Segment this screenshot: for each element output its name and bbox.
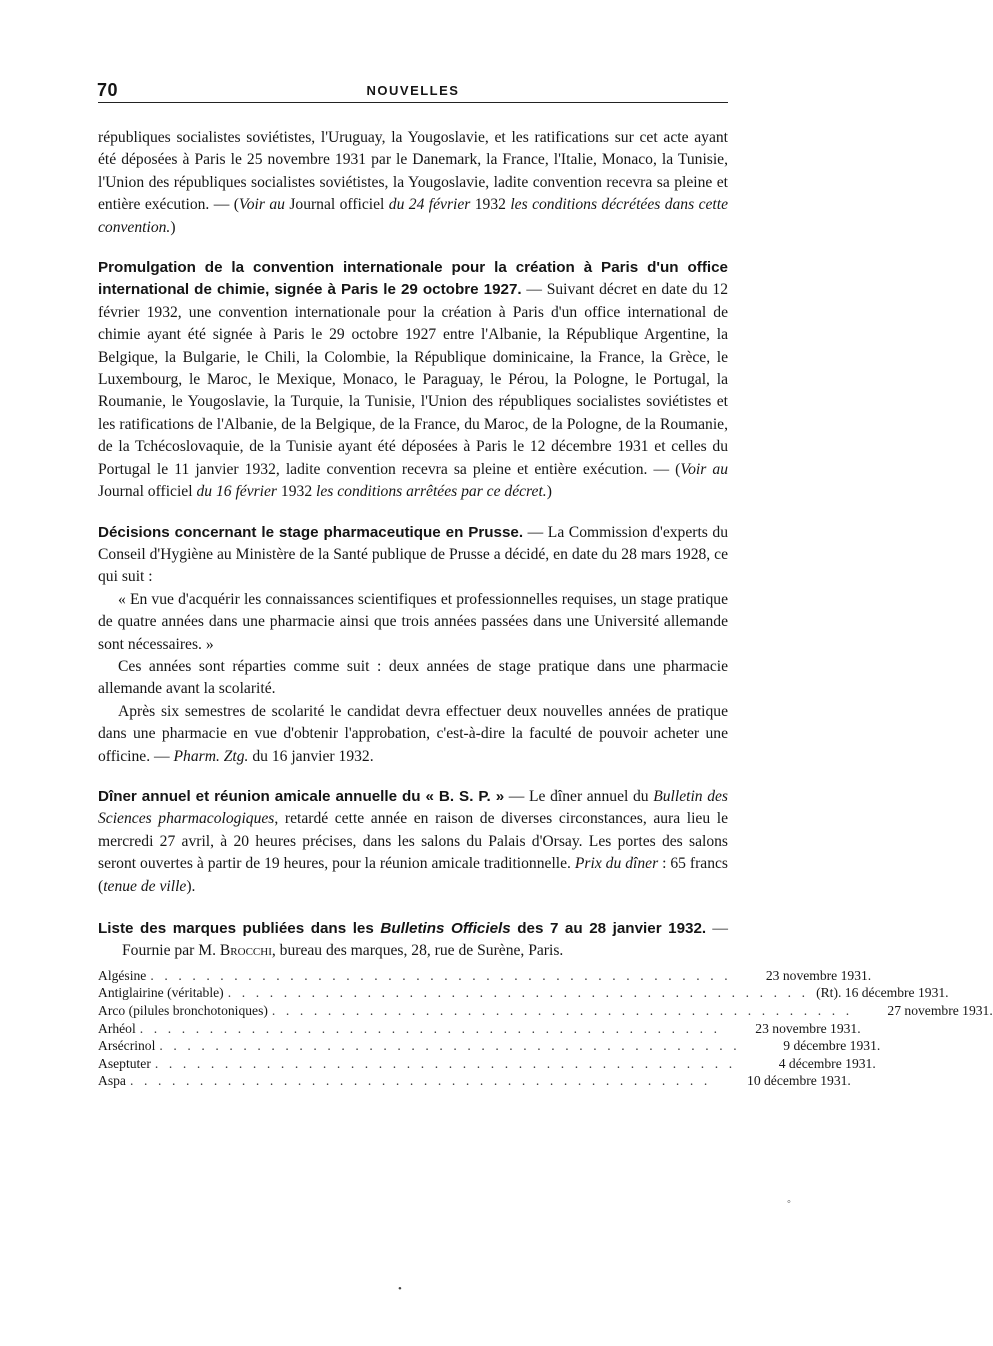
trademark-name: Arco (pilules bronchotoniques) [98, 1003, 268, 1018]
trademark-name: Arhéol [98, 1020, 136, 1036]
article-diner: Dîner annuel et réunion amicale annuelle du « B. S. P. » — Le dîner annuel du Bulletin des Sciences pharmacologiques, retardé cette année en raison de diverses circonstances, aura lieu le mercredi 27 avril, à 20 heures précises, dans les salons du Palais d'Orsay. Les portes des salons seront ouvertes à partir de 19 heures, pour la réunion amicale traditionnelle. Prix du dîner : 65 francs (tenue de ville). [98, 787, 729, 895]
trademark-name: Aspa [98, 1073, 126, 1089]
leader-dots: . . . . . . . . . . . . . . . . . . . . . . . . . . . . . . . . . . . . . . . . . . [150, 967, 732, 983]
article-prusse: Décisions concernant le stage pharmaceutique en Prusse. — La Commission d'experts du Conseil d'Hygiène au Ministère de la Santé publique de Prusse a décidé, en date du 28 mars 1928, ce qui suit : [98, 523, 728, 586]
intro-paragraph: républiques socialistes soviétistes, l'Uruguay, la Yougoslavie, et les ratifications sur cet acte ayant été déposées à Paris le 25 novembre 1931 par le Danemark, la France, l'Italie, Monaco, la Tunisie, l'Union des républiques socialistes soviétistes, la Yougoslavie, ladite convention recevra sa pleine et entière exécution. — (Voir au Journal officiel du 24 février 1932 les conditions décrétées dans cette convention.) [98, 129, 728, 236]
article-marques: Liste des marques publiées dans les Bulletins Officiels des 7 au 28 janvier 1932. — Fournie par M. Brocchi, bureau des marques, 28, rue de Surène, Paris. [98, 920, 728, 960]
running-head-title: NOUVELLES [366, 83, 460, 98]
prusse-para-3: Après six semestres de scolarité le candidat devra effectuer deux nouvelles années de pratique dans une pharmacie en vue d'obtenir l'approbation, c'est-à-dire la faculté de pouvoir acheter une officine. — Pharm. Ztg. du 16 janvier 1932. [98, 702, 728, 765]
trademark-date: 10 décembre 1931. [747, 1073, 851, 1089]
trademark-name: Arsécrinol [98, 1038, 156, 1054]
prusse-para-2: Ces années sont réparties comme suit : deux années de stage pratique dans une pharmacie allemande avant la scolarité. [98, 657, 728, 698]
leader-dots: . . . . . . . . . . . . . . . . . . . . . . . . . . . . . . . . . . . . . . . . . . [271, 1003, 853, 1018]
trademark-date: 23 novembre 1931. [755, 1020, 861, 1036]
trademark-date: (Rt). 16 décembre 1931. [816, 985, 949, 1001]
trademark-row [98, 984, 949, 1002]
article-prusse-heading: Décisions concernant le stage pharmaceutique en Prusse. [98, 523, 524, 541]
article-diner-heading: Dîner annuel et réunion amicale annuelle du « B. S. P. » [98, 787, 505, 805]
trademark-list [98, 967, 993, 1090]
leader-dots: . . . . . . . . . . . . . . . . . . . . . . . . . . . . . . . . . . . . . . . . . . [139, 1020, 721, 1036]
trademark-name: Algésine [98, 967, 147, 983]
article-chimie: Promulgation de la convention internationale pour la création à Paris d'un office international de chimie, signée à Paris le 29 octobre 1927. — Suivant décret en date du 12 février 1932, une convention internationale pour la création à Paris d'un office international de chimie ayant été signée à Paris le 29 octobre 1927 entre l'Albanie, la République Argentine, la Belgique, la Bulgarie, le Chili, la Colombie, la République dominicaine, la France, la Grèce, le Luxembourg, le Maroc, le Mexique, Monaco, le Paraguay, le Pérou, la Pologne, le Portugal, la Roumanie, le Yougoslavie, la Turquie, la Tunisie, l'Union des républiques socialistes soviétistes et les ratifications de l'Albanie, de la Belgique, de la France, du Maroc, de la Pologne, de la Roumanie, de la Tchécoslovaquie, de la Tunisie ayant été déposées à Paris le 12 décembre 1931 et celles du Portugal le 11 janvier 1932, ladite convention recevra sa pleine et entière exécution. — (Voir au Journal officiel du 16 février 1932 les conditions arrêtées par ce décret.) [98, 259, 728, 501]
running-header [98, 80, 728, 103]
trademark-row [98, 1037, 881, 1055]
trademark-row [98, 967, 872, 985]
trademark-name: Aseptuter [98, 1055, 151, 1071]
margin-speck: ◦ [787, 1196, 791, 1208]
trademark-row [98, 1002, 993, 1020]
article-chimie-heading: Promulgation de la convention internationale pour la création à Paris d'un office international de chimie, signée à Paris le 29 octobre 1927. [98, 259, 728, 299]
leader-dots: . . . . . . . . . . . . . . . . . . . . . . . . . . . . . . . . . . . . . . . . . . [159, 1038, 741, 1054]
prusse-source: Pharm. Ztg. [173, 747, 249, 765]
trademark-row [98, 1072, 851, 1090]
trademark-row [98, 1020, 861, 1038]
trademark-date: 9 décembre 1931. [783, 1038, 881, 1054]
leader-dots: . . . . . . . . . . . . . . . . . . . . . . . . . . . . . . . . . . . . . . . . . . [227, 985, 809, 1001]
page [97, 80, 993, 1090]
leader-dots: . . . . . . . . . . . . . . . . . . . . . . . . . . . . . . . . . . . . . . . . . . [129, 1073, 711, 1089]
trademark-name: Antiglairine (véritable) [98, 985, 224, 1001]
prusse-quote: « En vue d'acquérir les connaissances scientifiques et professionnelles requises, un stage pratique de quatre années dans une pharmacie ainsi que trois années passées dans une Université allemande sont nécessaires. » [98, 590, 728, 653]
trademark-date: 4 décembre 1931. [778, 1055, 876, 1071]
page-speck: • [398, 1283, 402, 1295]
leader-dots: . . . . . . . . . . . . . . . . . . . . . . . . . . . . . . . . . . . . . . . . . . [154, 1055, 736, 1071]
page-number: 70 [97, 80, 119, 100]
article-marques-heading: Liste des marques publiées dans les Bulletins Officiels des 7 au 28 janvier 1932. [98, 920, 707, 937]
trademark-date: 27 novembre 1931. [887, 1003, 993, 1018]
trademark-row [98, 1055, 876, 1073]
trademark-date: 23 novembre 1931. [765, 967, 872, 983]
